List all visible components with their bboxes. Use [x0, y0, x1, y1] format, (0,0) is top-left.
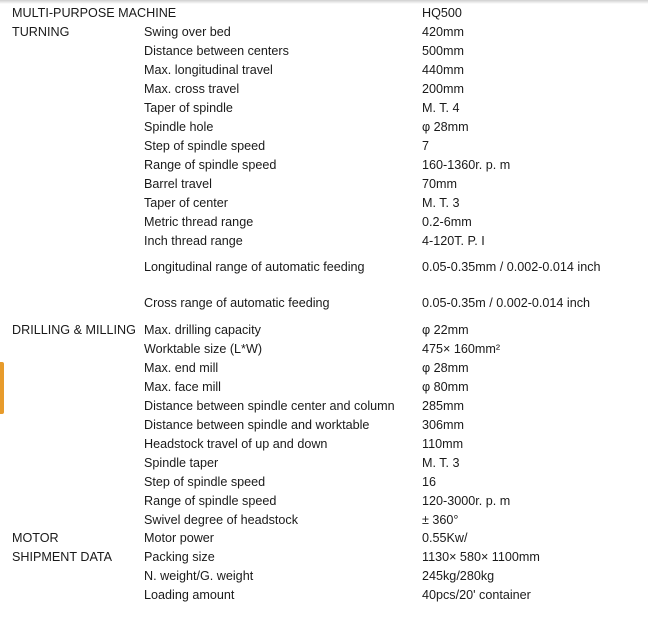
spec-row [0, 118, 648, 137]
spec-value: 110mm [422, 437, 464, 451]
spec-row [0, 378, 648, 397]
spec-row [0, 586, 648, 605]
spec-value: φ 28mm [422, 361, 469, 375]
spec-value: 4-120T. P. I [422, 234, 485, 248]
spec-value: M. T. 4 [422, 101, 460, 115]
spec-value: 306mm [422, 418, 464, 432]
spec-row [0, 194, 648, 213]
spec-value: 475× 160mm² [422, 342, 501, 356]
spec-row [0, 529, 648, 548]
spec-item: Inch thread range [144, 234, 243, 248]
machine-model: HQ500 [422, 6, 462, 20]
spec-value: 160-1360r. p. m [422, 158, 511, 172]
spec-item: Max. end mill [144, 361, 219, 375]
spec-row [0, 473, 648, 492]
spec-item: Spindle taper [144, 456, 219, 470]
spec-value: 1130× 580× 1100mm [422, 550, 540, 564]
spec-value: M. T. 3 [422, 456, 460, 470]
spec-row [0, 416, 648, 435]
spec-item: Metric thread range [144, 215, 254, 229]
spec-item: Headstock travel of up and down [144, 437, 328, 451]
spec-value: 0.05-0.35m / 0.002-0.014 inch [422, 296, 591, 310]
spec-item: Packing size [144, 550, 215, 564]
spec-row [0, 567, 648, 586]
header-row [0, 4, 648, 23]
section-label-turning: TURNING [12, 25, 70, 39]
spec-row [0, 61, 648, 80]
spec-value: φ 28mm [422, 120, 469, 134]
spec-row [0, 511, 648, 530]
spec-item: Taper of center [144, 196, 229, 210]
spec-item: Max. longitudinal travel [144, 63, 273, 77]
spec-row [0, 232, 648, 251]
spec-value: 500mm [422, 44, 464, 58]
spec-row [0, 435, 648, 454]
spec-item: Swing over bed [144, 25, 231, 39]
spec-item: Max. cross travel [144, 82, 240, 96]
spec-value: 40pcs/20' container [422, 588, 531, 602]
spec-value: 0.2-6mm [422, 215, 472, 229]
spec-row [0, 492, 648, 511]
spec-value: 0.05-0.35mm / 0.002-0.014 inch [422, 260, 601, 274]
spec-row [0, 137, 648, 156]
spec-row [0, 294, 648, 313]
spec-item: Longitudinal range of automatic feeding [144, 260, 365, 274]
spec-value: ± 360° [422, 513, 459, 527]
spec-item: Max. drilling capacity [144, 323, 261, 337]
spec-value: 0.55Kw/ [422, 531, 468, 545]
spec-value: 16 [422, 475, 437, 489]
spec-value: 120-3000r. p. m [422, 494, 511, 508]
section-label-shipment-data: SHIPMENT DATA [12, 550, 113, 564]
spec-row [0, 99, 648, 118]
spec-item: Step of spindle speed [144, 475, 266, 489]
spec-row [0, 23, 648, 42]
spec-item: Spindle hole [144, 120, 214, 134]
spec-item: Taper of spindle [144, 101, 233, 115]
spec-row [0, 156, 648, 175]
spec-item: Cross range of automatic feeding [144, 296, 330, 310]
spec-row [0, 258, 648, 277]
section-label-drilling-milling: DRILLING & MILLING [12, 323, 136, 337]
spec-item: Worktable size (L*W) [144, 342, 263, 356]
spec-value: 200mm [422, 82, 464, 96]
spec-item: Range of spindle speed [144, 158, 277, 172]
spec-item: Motor power [144, 531, 214, 545]
spec-row [0, 213, 648, 232]
spec-item: Step of spindle speed [144, 139, 266, 153]
spec-item: Distance between spindle center and column [144, 399, 395, 413]
spec-value: M. T. 3 [422, 196, 460, 210]
spec-item: Barrel travel [144, 177, 212, 191]
spec-item: Distance between spindle and worktable [144, 418, 370, 432]
spec-item: Loading amount [144, 588, 235, 602]
spec-row [0, 321, 648, 340]
spec-row [0, 548, 648, 567]
spec-value: 7 [422, 139, 430, 153]
spec-item: Swivel degree of headstock [144, 513, 299, 527]
spec-value: 420mm [422, 25, 464, 39]
spec-row [0, 454, 648, 473]
spec-item: Range of spindle speed [144, 494, 277, 508]
spec-row [0, 42, 648, 61]
spec-row [0, 175, 648, 194]
spec-value: 70mm [422, 177, 457, 191]
spec-value: φ 80mm [422, 380, 469, 394]
spec-value: 245kg/280kg [422, 569, 495, 583]
machine-title: MULTI-PURPOSE MACHINE [12, 6, 177, 20]
spec-item: Max. face mill [144, 380, 221, 394]
spec-value: φ 22mm [422, 323, 469, 337]
spec-value: 440mm [422, 63, 464, 77]
spec-row [0, 80, 648, 99]
spec-row [0, 340, 648, 359]
spec-row [0, 397, 648, 416]
spec-value: 285mm [422, 399, 464, 413]
section-label-motor: MOTOR [12, 531, 59, 545]
spec-row [0, 359, 648, 378]
spec-item: N. weight/G. weight [144, 569, 254, 583]
spec-item: Distance between centers [144, 44, 289, 58]
